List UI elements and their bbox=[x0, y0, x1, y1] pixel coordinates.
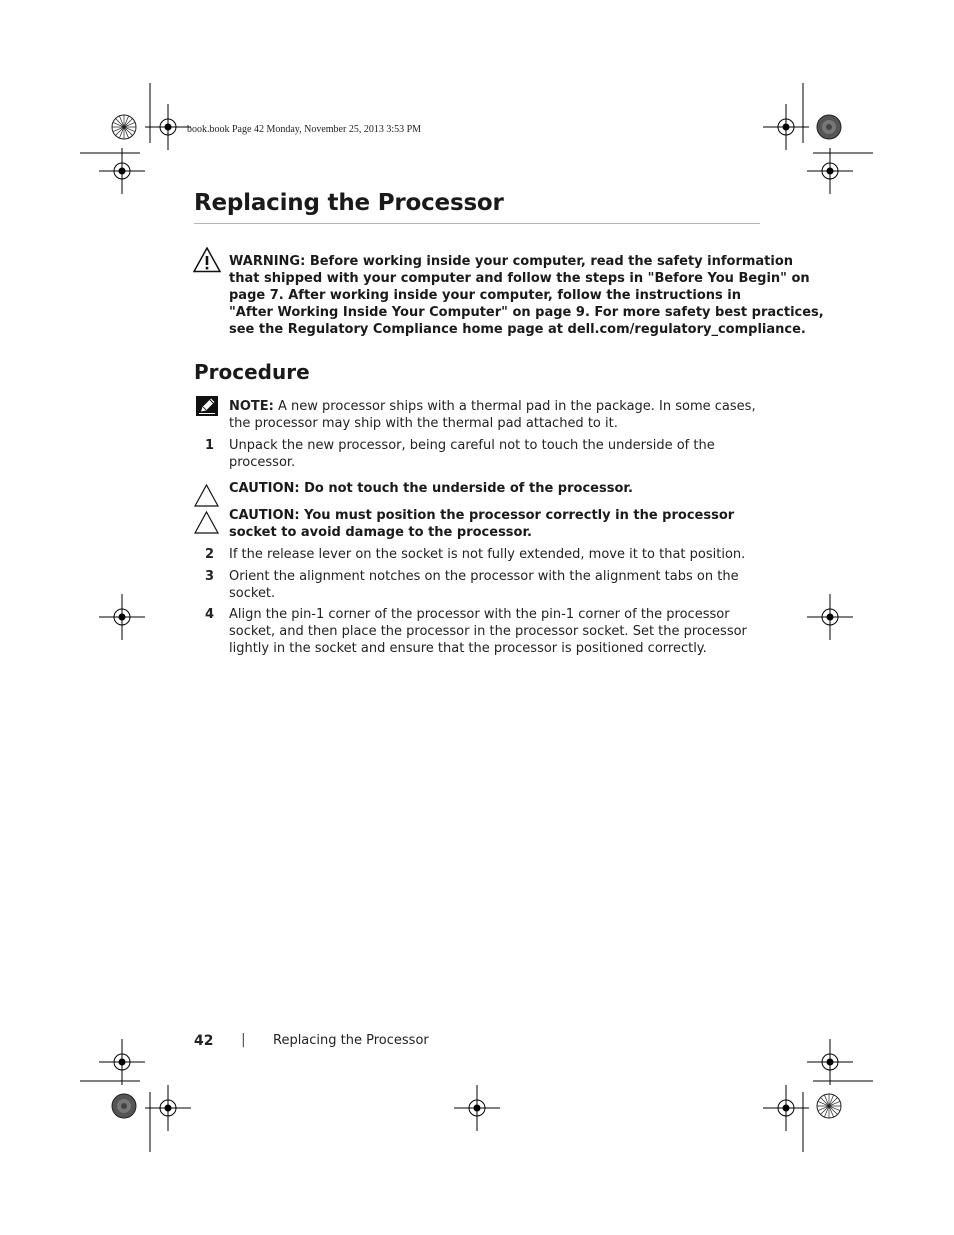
step-number: 4 bbox=[205, 607, 215, 622]
step-number: 2 bbox=[205, 547, 215, 562]
step-number: 1 bbox=[205, 438, 215, 453]
title-divider bbox=[194, 223, 760, 224]
step-text: If the release lever on the socket is not fully extended, move it to that position. bbox=[229, 547, 746, 562]
warning-line: "After Working Inside Your Computer" on page 9. For more safety best practices, bbox=[229, 305, 824, 320]
note-body: A new processor ships with a thermal pad in the package. In some cases, the processor may ship with the thermal pad attached to it. bbox=[229, 399, 756, 431]
step-text: Align the pin-1 corner of the processor with the pin-1 corner of the processor socket, and then place the processor in the processor socket. Set the processor lightly in the socket and ensure that the processor is positioned correctly. bbox=[229, 607, 747, 656]
warning-line: see the Regulatory Compliance home page at dell.com/regulatory_compliance. bbox=[229, 322, 806, 337]
footer-section-label: Replacing the Processor bbox=[273, 1033, 429, 1048]
step-text: Orient the alignment notches on the processor with the alignment tabs on the socket. bbox=[229, 569, 739, 601]
footer-page-number: 42 bbox=[194, 1033, 214, 1049]
step-number: 3 bbox=[205, 569, 215, 584]
caution-triangle-icon bbox=[194, 484, 219, 507]
caution-text: CAUTION: You must position the processor correctly in the processor socket to avoid damage to the processor. bbox=[229, 508, 735, 540]
warning-line: WARNING: Before working inside your computer, read the safety information bbox=[229, 254, 794, 269]
warning-line: that shipped with your computer and follow the steps in "Before You Begin" on bbox=[229, 271, 810, 286]
warning-line: page 7. After working inside your computer, follow the instructions in bbox=[229, 288, 741, 303]
page-title: Replacing the Processor bbox=[194, 190, 504, 216]
footer-separator: | bbox=[241, 1032, 246, 1048]
warning-triangle-icon bbox=[193, 247, 221, 273]
step-text: Unpack the new processor, being careful not to touch the underside of the processor. bbox=[229, 438, 715, 470]
caution-triangle-icon bbox=[194, 511, 219, 534]
warning-text bbox=[229, 253, 824, 338]
note-pencil-icon bbox=[196, 396, 218, 416]
section-heading: Procedure bbox=[194, 360, 310, 384]
note-text bbox=[229, 398, 764, 432]
print-stamp: book.book Page 42 Monday, November 25, 2013 3:53 PM bbox=[187, 124, 422, 135]
caution-text: CAUTION: Do not touch the underside of the processor. bbox=[229, 481, 633, 496]
note-label: NOTE: bbox=[229, 399, 274, 414]
